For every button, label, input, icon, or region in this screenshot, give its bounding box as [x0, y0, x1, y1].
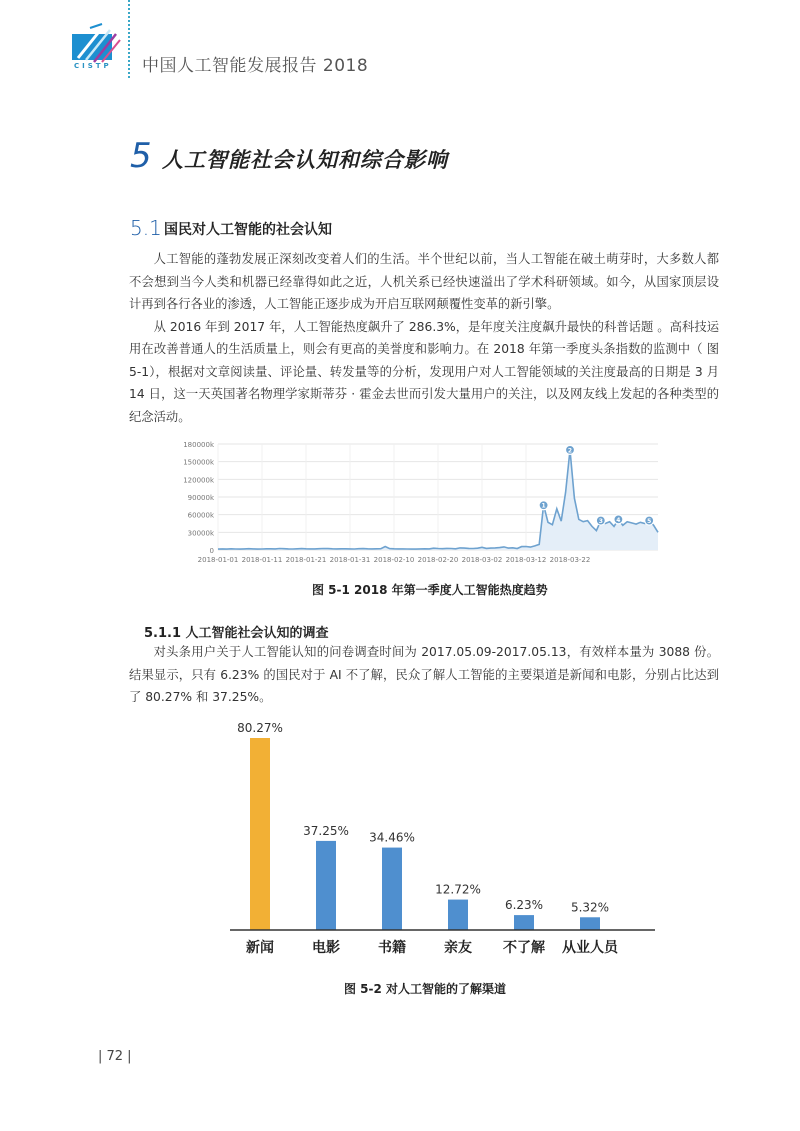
bar [382, 848, 402, 930]
peak-marker-label: 1 [541, 502, 546, 510]
bar [580, 917, 600, 930]
x-tick-label: 2018-01-11 [241, 556, 283, 564]
channel-bar-chart [225, 715, 665, 960]
bar-value-label: 34.46% [369, 830, 415, 845]
peak-marker [645, 516, 654, 525]
section-body [129, 248, 719, 428]
y-tick-label: 30000k [187, 529, 214, 538]
y-tick-label: 60000k [187, 511, 214, 520]
peak-marker [596, 516, 605, 525]
chart1-y-ticks [183, 441, 215, 555]
y-tick-label: 150000k [183, 458, 214, 467]
x-tick-label: 2018-01-21 [285, 556, 327, 564]
x-tick-label: 2018-03-02 [461, 556, 503, 564]
y-tick-label: 180000k [183, 441, 214, 449]
bar-value-label: 12.72% [435, 882, 481, 897]
bar [448, 900, 468, 930]
chart1-x-ticks [198, 556, 591, 564]
x-tick-label: 2018-02-20 [417, 556, 459, 564]
x-tick-label: 2018-03-12 [505, 556, 547, 564]
subsection-paragraph: 对头条用户关于人工智能认知的问卷调查时间为 2017.05.09-2017.05.13，有效样本量为 3088 份。结果显示，只有 6.23% 的国民对于 AI 不了解，民众了解人工智能的主要渠道是新闻和电影，分别占比达到了 80.27% 和 37.25%。 [129, 645, 719, 704]
section-title: 国民对人工智能的社会认知 [164, 222, 332, 238]
bar [514, 915, 534, 930]
paragraph-1: 人工智能的蓬勃发展正深刻改变着人们的生活。半个世纪以前，当人工智能在破土萌芽时，大多数人都不会想到当今人类和机器已经靠得如此之近，人机关系已经快速溢出了学术科研领域。如今，从国家顶层设计再到各行各业的渗透，人工智能正逐步成为开启互联网颠覆性变革的新引擎。 [129, 252, 719, 311]
peak-marker [566, 445, 575, 454]
chart2-category-labels [246, 939, 619, 956]
peak-marker-label: 2 [567, 447, 573, 455]
paragraph-2: 从 2016 年到 2017 年，人工智能热度飙升了 286.3%，是年度关注度飙升最快的科普话题 。高科技运用在改善普通人的生活质量上，则会有更高的美誉度和影响力。在 2018 年第一季度头条指数的监测中（ 图 5-1），根据对文章阅读量、评论量、转发量等的分析，发现用户对人工智能领域的关注度最高的日期是 3 月 14 日，这一天英国著名物理学家斯蒂芬 · 霍金去世而引发大量用户的关注，以及网友线上发起的各种类型的纪念活动。 [129, 319, 719, 424]
logo-text: CISTP [74, 62, 112, 70]
bar-value-label: 6.23% [504, 898, 544, 913]
bar [316, 841, 336, 930]
category-label: 不了解 [503, 940, 545, 956]
category-label: 新闻 [246, 940, 274, 956]
chapter-number: 5 [130, 136, 152, 176]
page-number: | 72 | [98, 1049, 132, 1064]
bar-value-label: 5.32% [570, 900, 610, 915]
y-tick-label: 90000k [187, 494, 214, 502]
x-tick-label: 2018-02-10 [373, 556, 415, 564]
bar [250, 738, 270, 930]
peak-marker-label: 3 [598, 518, 603, 526]
y-tick-label: 120000k [183, 476, 214, 485]
category-label: 亲友 [444, 940, 472, 956]
x-tick-label: 2018-01-01 [197, 556, 239, 564]
bar-value-label: 80.27% [237, 721, 283, 735]
figure-5-2-caption: 图 5-2 对人工智能的了解渠道 [344, 982, 507, 996]
peak-marker [539, 501, 548, 510]
subsection-body [129, 641, 719, 709]
chapter-title: 人工智能社会认知和综合影响 [162, 148, 448, 172]
figure-5-1-caption: 图 5-1 2018 年第一季度人工智能热度趋势 [312, 583, 548, 597]
x-tick-label: 2018-01-31 [329, 556, 371, 564]
chart2-bars [237, 721, 609, 930]
running-header-title: 中国人工智能发展报告 2018 [142, 56, 369, 76]
peak-marker-label: 4 [616, 516, 621, 524]
bar-value-label: 37.25% [303, 823, 349, 838]
peak-marker [614, 515, 623, 524]
category-label: 从业人员 [562, 940, 618, 956]
y-tick-label: 0 [209, 547, 214, 555]
section-number: 5.1 [130, 216, 162, 240]
category-label: 书籍 [378, 940, 406, 956]
header-divider [128, 0, 130, 78]
x-tick-label: 2018-03-22 [549, 556, 591, 564]
subsection-title: 5.1.1 人工智能社会认知的调查 [144, 626, 329, 641]
category-label: 电影 [312, 940, 340, 956]
peak-marker-label: 5 [647, 518, 652, 526]
heat-trend-chart [178, 432, 668, 576]
